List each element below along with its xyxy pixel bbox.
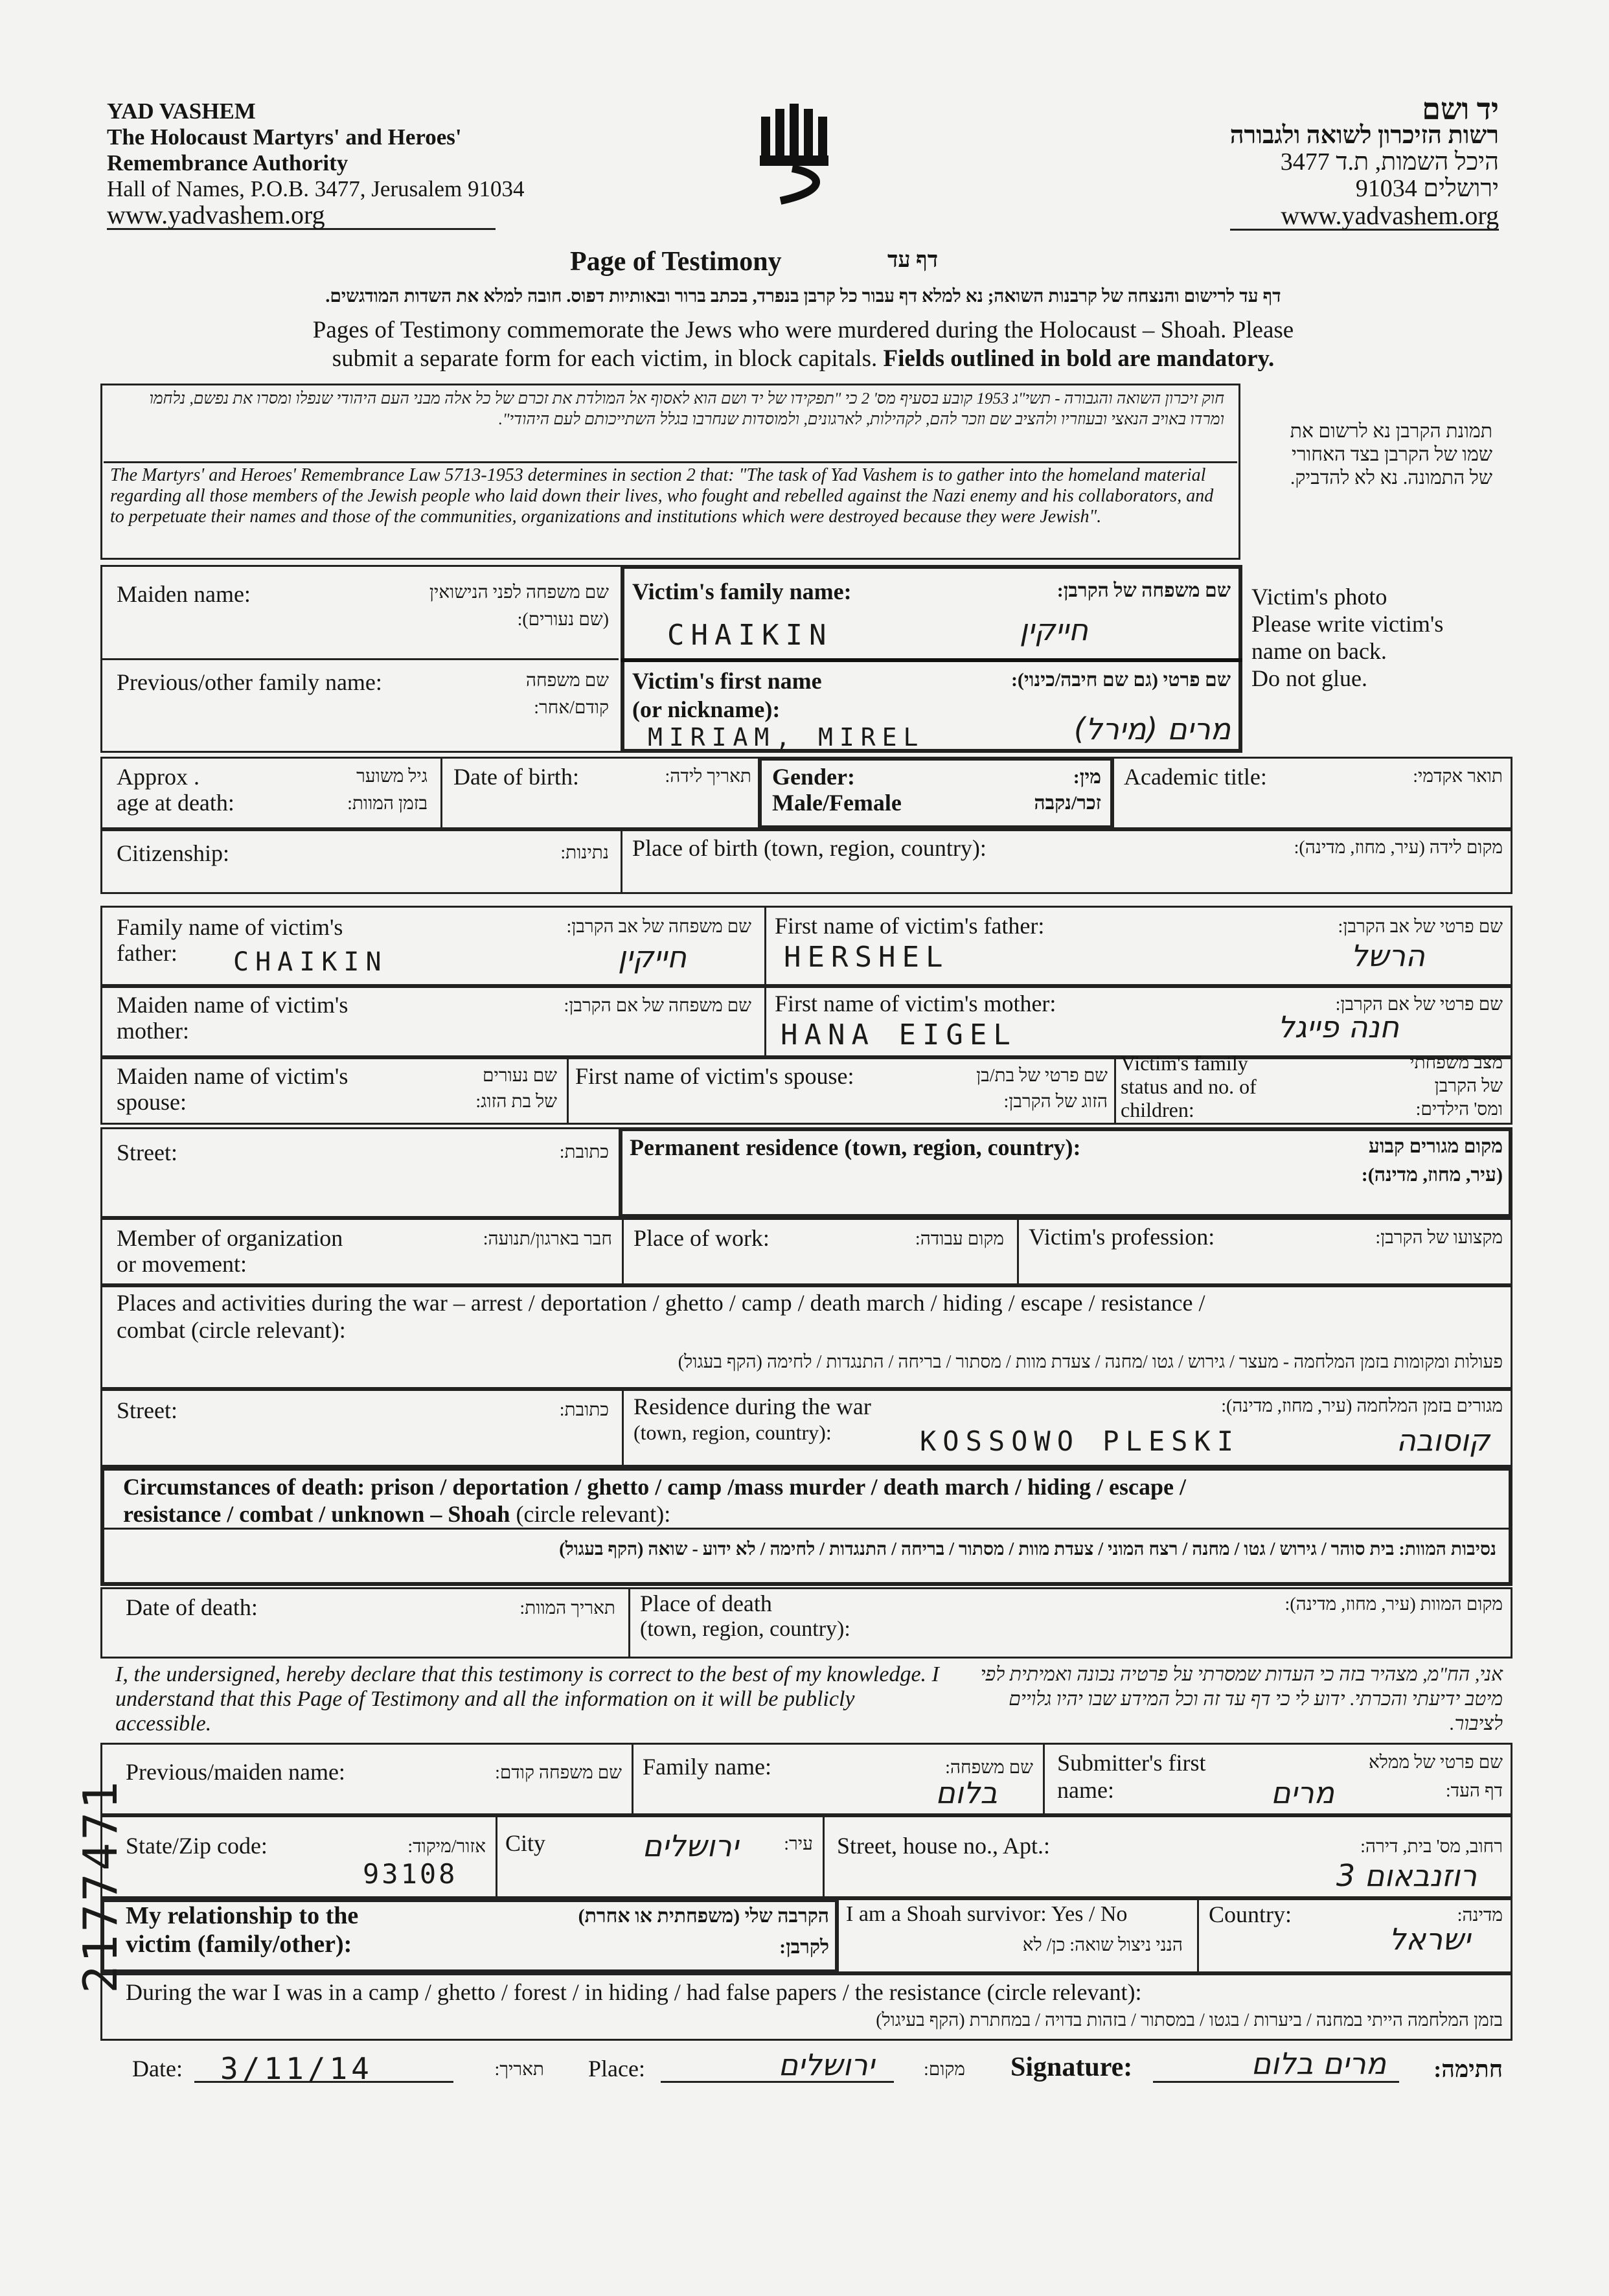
law-hebrew: חוק זיכרון השואה והגבורה - תשי"ג 1953 קובע בסעיף מס' 2 כי "תפקידו של יד ושם הוא לאסוף אל המולדת את זכרם של כל אלה מבני העם היהודי שנפלו ומסרו את נפשם, נלחמו ומרדו באויב הנאצי ובעוזריו ולהציב שם וזכר להם, לקהילות, לארגונים, ולמוסדות שנחרבו בגלל השתייכותם לעם היהודי".: [149, 390, 1224, 428]
previous-family-name-label: Previous/other family name:: [117, 669, 382, 695]
war-street-label-he: כתובת:: [559, 1400, 609, 1420]
citizenship-label-he: נתינות:: [560, 843, 609, 863]
family-status-label-he: מצב משפחתי: [1409, 1053, 1503, 1073]
zip-code-value[interactable]: 93108: [363, 1858, 458, 1890]
mother-first-name-value-he[interactable]: חנה פייגל: [1277, 1009, 1399, 1044]
org-url-he: www.yadvashem.org: [1230, 202, 1499, 231]
victim-family-name-value-he[interactable]: חייקין: [1019, 612, 1088, 647]
family-status-label-3: children:: [1121, 1098, 1194, 1121]
intro-hebrew: דף עד לרישום והנצחה של קרבנות השואה; נא למלא דף עבור כל קרבן בנפרד, בכתב ברור ובאותיות דפוס. חובה למלא את השדות המודגשים.: [325, 286, 1281, 306]
spouse-maiden-name-label-he: שם נעורים: [483, 1066, 557, 1086]
page-title: Page of Testimony: [570, 247, 782, 277]
gender-label: Gender:: [772, 764, 855, 790]
submitter-first-name-label: Submitter's first: [1057, 1750, 1206, 1776]
intro-line-1: Pages of Testimony commemorate the Jews who were murdered during the Holocaust – Shoah. Please: [312, 317, 1294, 343]
member-organization-label-he: חבר בארגון/תנועה:: [483, 1229, 612, 1249]
family-status-label: Victim's family: [1121, 1051, 1248, 1075]
submitter-first-name-label-2: name:: [1057, 1777, 1114, 1803]
date-value[interactable]: 3/11/14: [220, 2051, 373, 2086]
street-label: Street:: [117, 1140, 177, 1165]
war-activities-label-2: combat (circle relevant):: [117, 1317, 346, 1343]
country-label: Country:: [1209, 1901, 1292, 1927]
signature-label-he: חתימה:: [1433, 2056, 1503, 2082]
previous-family-name-label-he: שם משפחה: [525, 671, 609, 691]
relationship-label-2: victim (family/other):: [126, 1931, 352, 1958]
spouse-maiden-name-label-he2: של בת הזוג:: [475, 1092, 557, 1112]
mother-first-name-label: First name of victim's mother:: [775, 991, 1056, 1016]
relationship-label-he: הקרבה שלי (משפחתית או אחרת): [578, 1905, 829, 1927]
academic-title-label: Academic title:: [1124, 764, 1267, 790]
spouse-first-name-label: First name of victim's spouse:: [575, 1063, 854, 1089]
victim-family-name-value[interactable]: CHAIKIN: [667, 619, 833, 652]
war-residence-label: Residence during the war: [633, 1394, 871, 1419]
org-hall-he: היכל השמות, ת.ד 3477: [1280, 148, 1499, 176]
place-of-birth-label: Place of birth (town, region, country):: [632, 835, 987, 861]
submitter-family-name-value[interactable]: בלום: [935, 1775, 998, 1810]
archive-number-text: 2177471: [73, 1778, 128, 1993]
survivor-question-label: I am a Shoah survivor: Yes / No: [846, 1902, 1128, 1926]
intro-mandatory-note: Fields outlined in bold are mandatory.: [883, 345, 1275, 372]
date-label-he: תאריך:: [494, 2060, 544, 2080]
victim-family-name-label: Victim's family name:: [632, 579, 852, 604]
city-label: City: [505, 1830, 546, 1856]
place-of-death-label-2: (town, region, country):: [640, 1617, 850, 1641]
victim-first-name-value-he[interactable]: מרים (מירל): [1073, 711, 1231, 746]
spouse-maiden-name-label-2: spouse:: [117, 1089, 187, 1115]
city-value[interactable]: ירושלים: [642, 1828, 738, 1863]
photo-instructions-he: תמונת הקרבן נא לרשום את שמו של הקרבן בצד האחורי של התמונה. נא לא להדביק.: [1290, 420, 1492, 488]
submitter-family-name-label: Family name:: [643, 1754, 771, 1780]
during-war-label-he: בזמן המלחמה הייתי במחנה / ביערות / בגטו / במסתור / בזהות בדויה / במחתרת (הקף בעיגול): [876, 2010, 1503, 2030]
signature-value[interactable]: מרים בלום: [1251, 2046, 1386, 2081]
street-address-label: Street, house no., Apt.:: [837, 1833, 1050, 1859]
age-label-he2: בזמן המוות:: [347, 794, 428, 814]
place-of-work-label-he: מקום עבודה:: [915, 1229, 1004, 1249]
victim-first-name-label-2: (or nickname):: [632, 696, 781, 722]
victim-profession-label-he: מקצועו של הקרבן:: [1375, 1228, 1503, 1248]
header-hebrew: [1229, 93, 1499, 231]
previous-family-name-label-he2: קודם/אחר:: [534, 698, 609, 718]
submitter-previous-name-label: Previous/maiden name:: [126, 1759, 345, 1785]
intro-line-2: submit a separate form for each victim, in block capitals.: [332, 345, 884, 372]
circumstances-label-he: נסיבות המוות: בית סוהר / גירוש / גטו / מחנה / רצח המוני / צעדת מוות / מסתור / בריחה / התנגדות / לחימה / לא ידוע - שואה (הקף בעגול): [559, 1539, 1496, 1559]
law-divider: [104, 461, 1237, 463]
father-family-name-value[interactable]: CHAIKIN: [233, 947, 388, 977]
org-name-he: יד ושם: [1422, 93, 1499, 126]
submitter-first-name-label-he: שם פרטי של ממלא: [1369, 1752, 1503, 1773]
circumstances-label-2: resistance / combat / unknown – Shoah: [123, 1501, 510, 1527]
victim-profession-label: Victim's profession:: [1029, 1224, 1215, 1250]
law-english: The Martyrs' and Heroes' Remembrance Law 5713-1953 determines in section 2 that: "The task of Yad Vashem is to gather into the homeland material regarding all those members of the Jewish people who laid down their lives, who fought and rebelled against the Nazi enemy and his collaborators, and to perpetuate their names and those of the communities, organizations and institutions which were destroyed because they were Jewish".: [110, 465, 1214, 527]
family-status-label-2: status and no. of: [1121, 1075, 1257, 1098]
archive-number: [58, 1762, 143, 1993]
zip-code-label-he: אזור/מיקוד:: [407, 1837, 486, 1857]
permanent-residence-label: Permanent residence (town, region, country):: [630, 1134, 1081, 1160]
permanent-residence-label-he: מקום מגורים קבוע: [1368, 1136, 1503, 1157]
war-residence-value[interactable]: KOSSOWO PLESKI: [920, 1425, 1240, 1457]
divider: [100, 658, 619, 660]
war-residence-value-he[interactable]: קוסובה: [1396, 1423, 1490, 1458]
place-of-death-label-he: מקום המוות (עיר, מחוז, מדינה):: [1284, 1594, 1503, 1614]
spouse-maiden-name-label: Maiden name of victim's: [117, 1063, 348, 1089]
war-activities-label: Places and activities during the war – arrest / deportation / ghetto / camp / death march / hiding / escape / resistance /: [117, 1290, 1205, 1316]
victim-first-name-label-he: שם פרטי (גם שם חיבה/כינוי):: [1010, 669, 1231, 691]
age-label-he: גיל משוער: [356, 766, 428, 786]
war-residence-label-he: מגורים בזמן המלחמה (עיר, מחוז, מדינה):: [1221, 1396, 1503, 1416]
spouse-first-name-label-he: שם פרטי של בת/בן: [976, 1066, 1108, 1086]
father-first-name-label-he: שם פרטי של אב הקרבן:: [1338, 917, 1503, 937]
mother-maiden-name-label: Maiden name of victim's: [117, 992, 348, 1018]
submitter-family-name-label-he: שם משפחה:: [945, 1758, 1033, 1778]
family-status-label-he2: של הקרבן: [1434, 1076, 1503, 1096]
date-of-death-label-he: תאריך המוות:: [519, 1598, 615, 1618]
org-url: www.yadvashem.org: [107, 202, 496, 230]
street-address-value[interactable]: רוזנבאום 3: [1336, 1858, 1477, 1893]
victim-first-name-label: Victim's first name: [632, 668, 822, 694]
gender-options: Male/Female: [772, 790, 902, 816]
circumstances-label: Circumstances of death: prison / deportation / ghetto / camp /mass murder / death march / hiding / escape /: [123, 1474, 1186, 1500]
org-subtitle-2: Remembrance Authority: [107, 150, 348, 176]
spouse-first-name-label-he2: הזוג של הקרבן:: [1003, 1092, 1108, 1112]
circumstances-circle-note: (circle relevant):: [510, 1501, 671, 1527]
submitter-previous-name-label-he: שם משפחה קודם:: [495, 1763, 622, 1783]
city-label-he: עיר:: [784, 1834, 813, 1854]
street-label-he: כתובת:: [559, 1142, 609, 1162]
relationship-label: My relationship to the: [126, 1902, 359, 1929]
member-organization-label-2: or movement:: [117, 1251, 247, 1277]
org-subtitle: The Holocaust Martyrs' and Heroes': [107, 124, 462, 150]
place-of-birth-label-he: מקום לידה (עיר, מחוז, מדינה):: [1294, 838, 1503, 858]
mother-first-name-value[interactable]: HANA EIGEL: [781, 1018, 1017, 1051]
father-first-name-value[interactable]: HERSHEL: [784, 941, 950, 974]
father-family-name-label-2: father:: [117, 940, 177, 966]
father-family-name-value-he[interactable]: חייקין: [617, 939, 687, 974]
father-family-name-label: Family name of victim's: [117, 914, 343, 940]
place-label-he: מקום:: [924, 2060, 965, 2080]
relationship-label-he2: לקרבן:: [779, 1936, 829, 1958]
father-family-name-label-he: שם משפחה של אב הקרבן:: [566, 917, 751, 937]
org-subtitle-he: רשות הזיכרון לשואה ולגבורה: [1229, 122, 1499, 149]
date-label: Date:: [132, 2056, 183, 2082]
war-activities-label-he: פעולות ומקומות בזמן המלחמה - מעצר / גירוש / גטו /מחנה / צעדת מוות / מסתור / בריחה / התנגדות / לחימה (הקף בעגול): [678, 1352, 1503, 1372]
gender-label-he: מין:: [1073, 766, 1101, 788]
war-residence-label-2: (town, region, country):: [633, 1421, 832, 1444]
father-first-name-value-he[interactable]: הרשל: [1351, 938, 1425, 973]
father-first-name-label: First name of victim's father:: [775, 913, 1045, 939]
page-title-he: דף עד: [887, 248, 939, 272]
age-label: Approx .: [117, 764, 200, 790]
country-value[interactable]: ישראל: [1389, 1922, 1470, 1957]
place-of-work-label: Place of work:: [633, 1225, 770, 1251]
submitter-first-name-label-he2: דף העד:: [1445, 1781, 1503, 1801]
zip-code-label: State/Zip code:: [126, 1833, 268, 1859]
gender-options-he: זכר/נקבה: [1034, 792, 1101, 814]
org-city-he: ירושלים 91034: [1355, 175, 1499, 202]
mother-maiden-name-label-he: שם משפחה של אם הקרבן:: [564, 996, 751, 1016]
maiden-name-label-he2: (שם נעורים):: [517, 610, 609, 630]
place-value[interactable]: ירושלים: [778, 2047, 874, 2082]
family-status-label-he3: ומס' הילדים:: [1415, 1099, 1503, 1119]
intro-english: [130, 316, 1477, 373]
org-address: Hall of Names, P.O.B. 3477, Jerusalem 91034: [107, 176, 525, 201]
declaration-english: I, the undersigned, hereby declare that this testimony is correct to the best of my knowledge. I understand that this Page of Testimony and all the information on it will be publicly accessible.: [115, 1662, 939, 1736]
street-address-label-he: רחוב, מס' בית, דירה:: [1360, 1837, 1503, 1857]
member-organization-label: Member of organization: [117, 1225, 343, 1251]
victim-family-name-label-he: שם משפחה של הקרבן:: [1056, 580, 1231, 601]
date-of-death-label: Date of death:: [126, 1594, 258, 1620]
war-street-label: Street:: [117, 1397, 177, 1423]
org-name: YAD VASHEM: [107, 98, 256, 124]
survivor-question-label-he[interactable]: הנני ניצול שואה: כן/ לא: [1022, 1935, 1183, 1955]
citizenship-label: Citizenship:: [117, 840, 229, 866]
mother-maiden-name-label-2: mother:: [117, 1018, 189, 1044]
declaration-hebrew: אני, הח"מ, מצהיר בזה כי העדות שמסרתי על פרטיה נכונה ואמיתית לפי מיטב ידיעתי והכרתי. ידוע לי כי דף עד זה וכל המידע שבו יהיו גלויים לציבור.: [980, 1664, 1503, 1734]
yad-vashem-logo: [755, 104, 839, 207]
permanent-residence-label-he2: (עיר, מחוז, מדינה):: [1361, 1164, 1503, 1186]
header-english: [107, 98, 525, 230]
place-label: Place:: [588, 2056, 645, 2082]
maiden-name-label: Maiden name:: [117, 581, 251, 607]
victim-first-name-value[interactable]: MIRIAM, MIREL: [648, 723, 925, 752]
during-war-label: During the war I was in a camp / ghetto / forest / in hiding / had false papers / the resistance (circle relevant):: [126, 1979, 1142, 2005]
maiden-name-label-he: שם משפחה לפני הנישואין: [429, 582, 609, 603]
age-label-2: age at death:: [117, 790, 234, 816]
signature-label: Signature:: [1010, 2052, 1133, 2082]
submitter-first-name-value[interactable]: מרים: [1270, 1775, 1334, 1810]
country-label-he: מדינה:: [1457, 1905, 1503, 1925]
dob-label: Date of birth:: [453, 764, 579, 790]
academic-title-label-he: תואר אקדמי:: [1413, 766, 1503, 786]
place-of-death-label: Place of death: [640, 1590, 772, 1616]
mother-first-name-label-he: שם פרטי של אם הקרבן:: [1335, 994, 1503, 1015]
photo-instructions-en: Victim's photo Please write victim's name on back. Do not glue.: [1251, 584, 1444, 691]
divider: [621, 658, 1242, 662]
dob-label-he: תאריך לידה:: [665, 766, 751, 786]
